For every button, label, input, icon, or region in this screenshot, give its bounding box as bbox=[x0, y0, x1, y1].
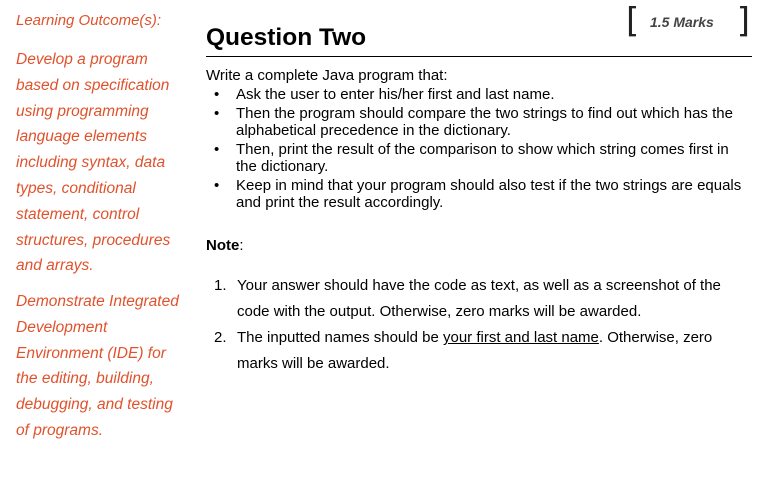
bullet-icon: • bbox=[214, 140, 220, 158]
note-heading bbox=[206, 237, 244, 254]
list-item: • Keep in mind that your program should also test if the two strings are equals and print the result accordingly. bbox=[214, 176, 742, 211]
right-bracket-icon: ] bbox=[736, 1, 750, 41]
list-item bbox=[206, 325, 752, 377]
marks-label: 1.5 Marks bbox=[650, 14, 714, 30]
note-text-pre: The inputted names should be bbox=[237, 329, 443, 346]
notes-list bbox=[206, 273, 752, 377]
bullet-icon: • bbox=[214, 86, 220, 103]
list-item bbox=[206, 273, 752, 325]
learning-outcomes-sidebar bbox=[0, 0, 190, 478]
note-text: Your answer should have the code as text, as well as a screenshot of the code with the output. Otherwise, zero marks will be awarded. bbox=[237, 277, 721, 320]
bullet-icon: • bbox=[214, 176, 220, 194]
note-underlined-text: your first and last name bbox=[442, 329, 599, 346]
requirements-list bbox=[206, 86, 752, 213]
list-item: • Ask the user to enter his/her first and last name. bbox=[214, 86, 555, 103]
list-item: • Then, print the result of the comparison to show which string comes first in the dictionary. bbox=[214, 140, 729, 175]
note-label: Note bbox=[206, 237, 240, 254]
learning-outcomes-title: Learning Outcome(s): bbox=[16, 12, 162, 29]
question-intro: Write a complete Java program that: bbox=[206, 67, 448, 84]
learning-outcome-2: Demonstrate Integrated Development Environment (IDE) for the editing, building, debugging, and testing of programs. bbox=[16, 293, 179, 439]
left-bracket-icon: [ bbox=[626, 1, 640, 41]
learning-outcome-1: Develop a program based on specification using programming language elements including syntax, data types, conditional statement, control structures, procedures and arrays. bbox=[16, 51, 171, 275]
list-number: 1. bbox=[214, 277, 227, 294]
list-number: 2. bbox=[214, 329, 227, 346]
title-divider bbox=[206, 56, 752, 57]
marks-box bbox=[626, 3, 750, 39]
question-title: Question Two bbox=[206, 24, 367, 51]
note-text-post: . Otherwise, zero marks will be awarded. bbox=[237, 329, 713, 372]
note-colon: : bbox=[239, 237, 244, 254]
bullet-icon: • bbox=[214, 104, 220, 122]
list-item: • Then the program should compare the two strings to find out which has the alphabetical precedence in the dictionary. bbox=[214, 104, 733, 139]
